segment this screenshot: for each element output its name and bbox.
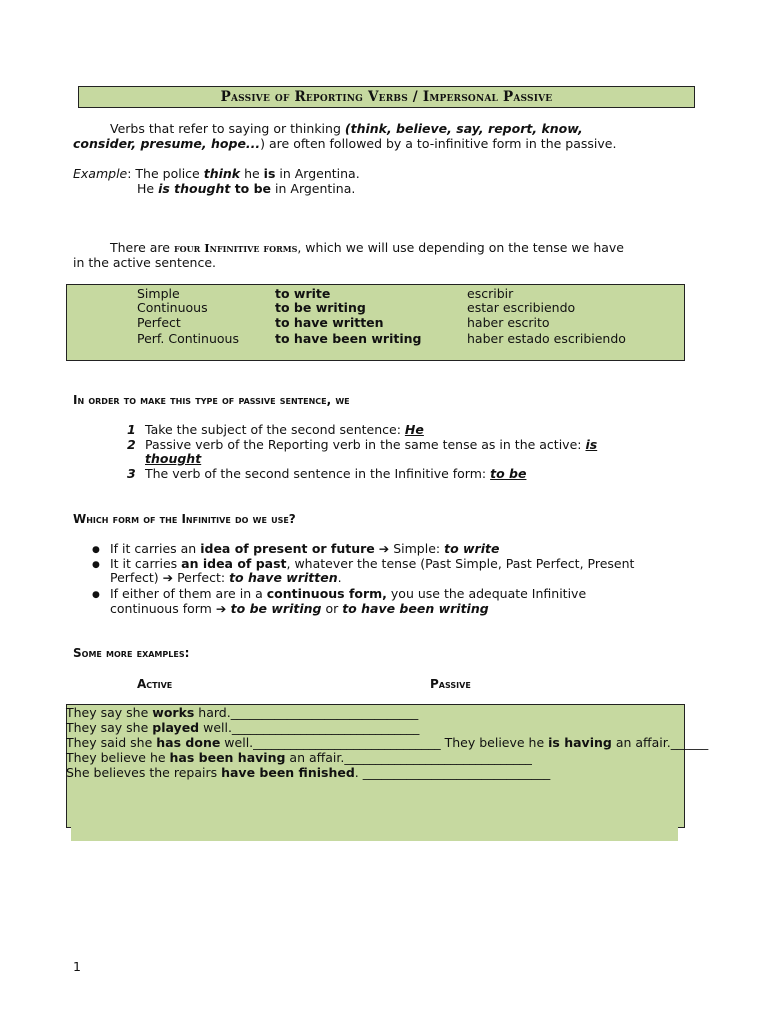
bullet-dot-icon: ●: [92, 590, 100, 600]
which-heading: Which form of the Infinitive do we use?: [73, 512, 296, 526]
example-row-5: She believes the repairs have been finished. ______________________________: [66, 765, 551, 780]
forms-row-continuous-spanish: estar escribiendo: [467, 300, 576, 315]
column-active: Active: [137, 677, 173, 691]
example-line-1: Example: The police think he is in Argentina.: [73, 166, 360, 181]
forms-row-simple-form: to write: [275, 286, 331, 301]
forms-row-perf-continuous-form: to have been writing: [275, 331, 422, 346]
intro-line-1: Verbs that refer to saying or thinking (think, believe, say, report, know,: [110, 121, 583, 136]
four-forms-line-2: in the active sentence.: [73, 255, 216, 270]
bullet-dot-icon: ●: [92, 545, 100, 555]
bullet-item-3-continued: continuous form ➔ to be writing or to have been writing: [110, 601, 489, 616]
step-1: 1 Take the subject of the second sentence: He: [127, 422, 424, 437]
example-row-3: They said she has done well.______________________________ They believe he is having an affair.______: [66, 735, 709, 750]
example-line-2: He is thought to be in Argentina.: [137, 181, 356, 196]
example-row-1: They say she works hard.______________________________: [66, 705, 419, 720]
forms-row-simple: Simple: [137, 286, 180, 301]
bullet-item-2-continued: Perfect) ➔ Perfect: to have written.: [110, 570, 342, 585]
more-examples-heading: Some more examples:: [73, 646, 190, 660]
example-row-2: They say she played well.______________________________: [66, 720, 420, 735]
forms-row-perfect-spanish: haber escrito: [467, 315, 550, 330]
four-forms-line-1: There are four Infinitive forms, which we will use depending on the tense we have: [110, 240, 624, 255]
forms-row-perf-continuous: Perf. Continuous: [137, 331, 239, 346]
forms-row-perfect: Perfect: [137, 315, 181, 330]
forms-row-perf-continuous-spanish: haber estado escribiendo: [467, 331, 626, 346]
step-3: 3 The verb of the second sentence in the Infinitive form: to be: [127, 466, 527, 481]
intro-line-2: consider, presume, hope...) are often followed by a to-infinitive form in the passive.: [73, 136, 617, 151]
forms-row-continuous-form: to be writing: [275, 300, 366, 315]
page-number: 1: [73, 959, 81, 974]
bullet-item-1: ● If it carries an idea of present or future ➔ Simple: to write: [92, 541, 500, 556]
page-title: Passive of Reporting Verbs / Impersonal Passive: [78, 86, 695, 108]
forms-row-simple-spanish: escribir: [467, 286, 514, 301]
forms-row-continuous: Continuous: [137, 300, 208, 315]
order-heading: In order to make this type of passive sentence, we: [73, 393, 350, 407]
bullet-item-3: ● If either of them are in a continuous form, you use the adequate Infinitive: [92, 586, 587, 601]
column-passive: Passive: [430, 677, 471, 691]
forms-row-perfect-form: to have written: [275, 315, 384, 330]
bullet-item-2: ● It it carries an idea of past, whatever the tense (Past Simple, Past Perfect, Present: [92, 556, 635, 571]
examples-box-bottom-strip: [71, 827, 678, 841]
step-2-continued: thought: [145, 451, 202, 466]
bullet-dot-icon: ●: [92, 560, 100, 570]
step-2: 2 Passive verb of the Reporting verb in the same tense as in the active: is: [127, 437, 598, 452]
example-row-4: They believe he has been having an affair.______________________________: [66, 750, 532, 765]
